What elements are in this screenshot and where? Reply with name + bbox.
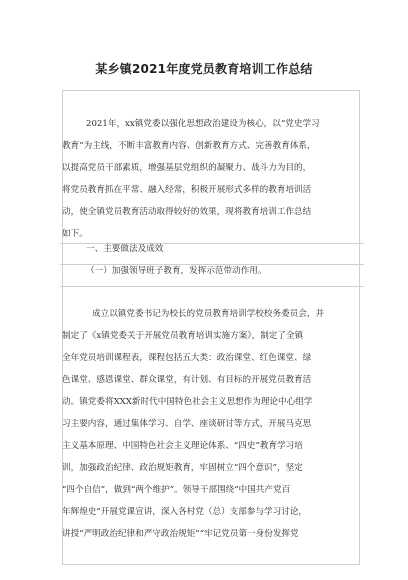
paragraph-line: 如下。 xyxy=(62,229,88,239)
section-heading: 一、主要做法及成效 xyxy=(86,244,164,254)
paragraph-line: 年辉煌史”开展党课宣讲，深入各村党（总）支部参与学习讨论， xyxy=(62,507,308,517)
paragraph-line: 动。镇党委将XXX新时代中国特色社会主义思想作为理论中心组学 xyxy=(62,397,313,407)
document-title: 某乡镇2021年度党员教育培训工作总结 xyxy=(95,62,313,76)
paragraph-line: 教育”为主线，不断丰富教育内容、创新教育方式、完善教育体系， xyxy=(62,141,316,151)
paragraph-line: 全年党员培训课程表，课程包括五大类：政治课堂、红色课堂、绿 xyxy=(62,353,312,363)
paragraph-line: 习主要内容，通过集体学习、自学、座谈研讨等方式，开展马克思 xyxy=(62,419,312,429)
paragraph-line: 将党员教育抓在平常、融入经常，积极开展形式多样的教育培训活 xyxy=(62,185,312,195)
paragraph-line: 成立以镇党委书记为校长的党员教育培训学校校务委员会，并 xyxy=(92,309,325,319)
paragraph-line: 讲授“严明政治纪律和严守政治规矩”“牢记党员第一身份发挥党 xyxy=(62,529,299,539)
paragraph-line: 动，使全镇党员教育活动取得较好的效果，现将教育培训工作总结 xyxy=(62,207,312,217)
paragraph-line: “四个自信”，做到“两个维护”。领导干部围绕“中国共产党百 xyxy=(62,485,291,495)
paragraph-line: 制定了《x镇党委关于开展党员教育培训实施方案》，制定了全镇 xyxy=(62,331,304,341)
paragraph-line: 主义基本原理、中国特色社会主义理论体系、“四史”教育学习培 xyxy=(62,441,303,451)
paragraph-line: 色课堂、感恩课堂、群众课堂，有计划、有目标的开展党员教育活 xyxy=(62,375,312,385)
subsection-heading: （一）加强领导班子教育，发挥示范带动作用。 xyxy=(86,266,267,276)
paragraph-line: 训，加强政治纪律、政治规矩教育，牢固树立“四个意识”，坚定 xyxy=(62,463,303,473)
paragraph-line: 2021年，xx镇党委以强化思想政治建设为核心，以“党史学习 xyxy=(86,119,320,129)
section-divider xyxy=(60,286,364,287)
paragraph-line: 以提高党员干部素质，增强基层党组织的凝聚力、战斗力为目的， xyxy=(62,163,312,173)
